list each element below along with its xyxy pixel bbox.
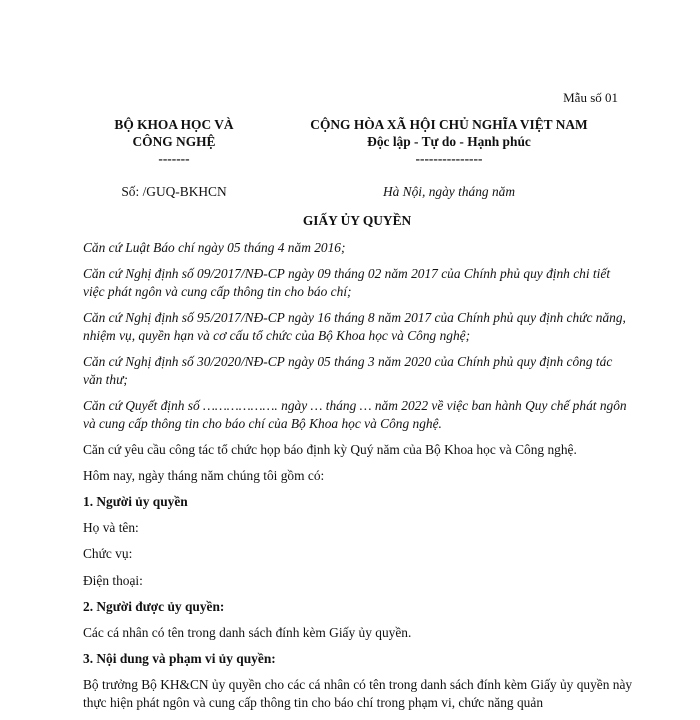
section-3-heading: 3. Nội dung và phạm vi ủy quyền: bbox=[83, 651, 276, 667]
section-1-heading: 1. Người ủy quyền bbox=[83, 494, 188, 510]
issuing-agency bbox=[84, 116, 264, 167]
national-motto: Độc lập - Tự do - Hạnh phúc bbox=[367, 134, 531, 150]
legal-basis: Căn cứ Nghị định số 30/2020/NĐ-CP ngày 05 tháng 3 năm 2020 của Chính phủ quy định công tác văn thư; bbox=[83, 353, 613, 387]
national-name: CỘNG HÒA XÃ HỘI CHỦ NGHĨA VIỆT NAM bbox=[310, 117, 588, 132]
section-3-text: Bộ trưởng Bộ KH&CN ủy quyền cho các cá nhân có tên trong danh sách đính kèm Giấy ủy quyền này thực hiện phát ngôn và cung cấp thông tin cho báo chí trong phạm vi, chức năng quản bbox=[83, 677, 633, 711]
section-2-text: Các cá nhân có tên trong danh sách đính kèm Giấy ủy quyền. bbox=[83, 625, 412, 640]
field-phone: Điện thoại: bbox=[83, 572, 143, 588]
legal-basis: Căn cứ Nghị định số 09/2017/NĐ-CP ngày 09 tháng 02 năm 2017 của Chính phủ quy định chi tiết việc phát ngôn và cung cấp thông tin cho báo chí; bbox=[83, 266, 611, 299]
intro-text: Hôm nay, ngày tháng năm chúng tôi gồm có: bbox=[83, 467, 325, 483]
legal-basis: Căn cứ Luật Báo chí ngày 05 tháng 4 năm 2016; bbox=[83, 240, 346, 255]
requirement-text: Căn cứ yêu cầu công tác tổ chức họp báo định kỳ Quý năm của Bộ Khoa học và Công nghệ. bbox=[83, 441, 577, 457]
place-date: Hà Nội, ngày tháng năm bbox=[382, 184, 516, 199]
agency-line-1: BỘ KHOA HỌC VÀ bbox=[114, 117, 234, 132]
agency-divider: ------- bbox=[158, 151, 190, 167]
national-divider: --------------- bbox=[415, 151, 483, 167]
national-title bbox=[268, 116, 630, 167]
form-number: Mẫu số 01 bbox=[563, 90, 618, 105]
legal-basis: Căn cứ Quyết định số ………………. ngày … tháng … năm 2022 về việc ban hành Quy chế phát ngôn và cung cấp thông tin cho báo chí của Bộ Khoa học và Công nghệ. bbox=[83, 397, 627, 431]
legal-basis: Căn cứ Nghị định số 95/2017/NĐ-CP ngày 16 tháng 8 năm 2017 của Chính phủ quy định chức năng, nhiệm vụ, quyền hạn và cơ cấu tổ chức của Bộ Khoa học và Công nghệ; bbox=[83, 310, 626, 343]
field-position: Chức vụ: bbox=[83, 546, 133, 562]
agency-line-2: CÔNG NGHỆ bbox=[132, 134, 216, 150]
section-2-heading: 2. Người được ủy quyền: bbox=[83, 598, 225, 614]
document-body bbox=[83, 239, 633, 720]
document-title: GIẤY ỦY QUYỀN bbox=[302, 213, 412, 228]
document-number: Số: /GUQ-BKHCN bbox=[121, 184, 227, 199]
field-full-name: Họ và tên: bbox=[83, 520, 139, 536]
